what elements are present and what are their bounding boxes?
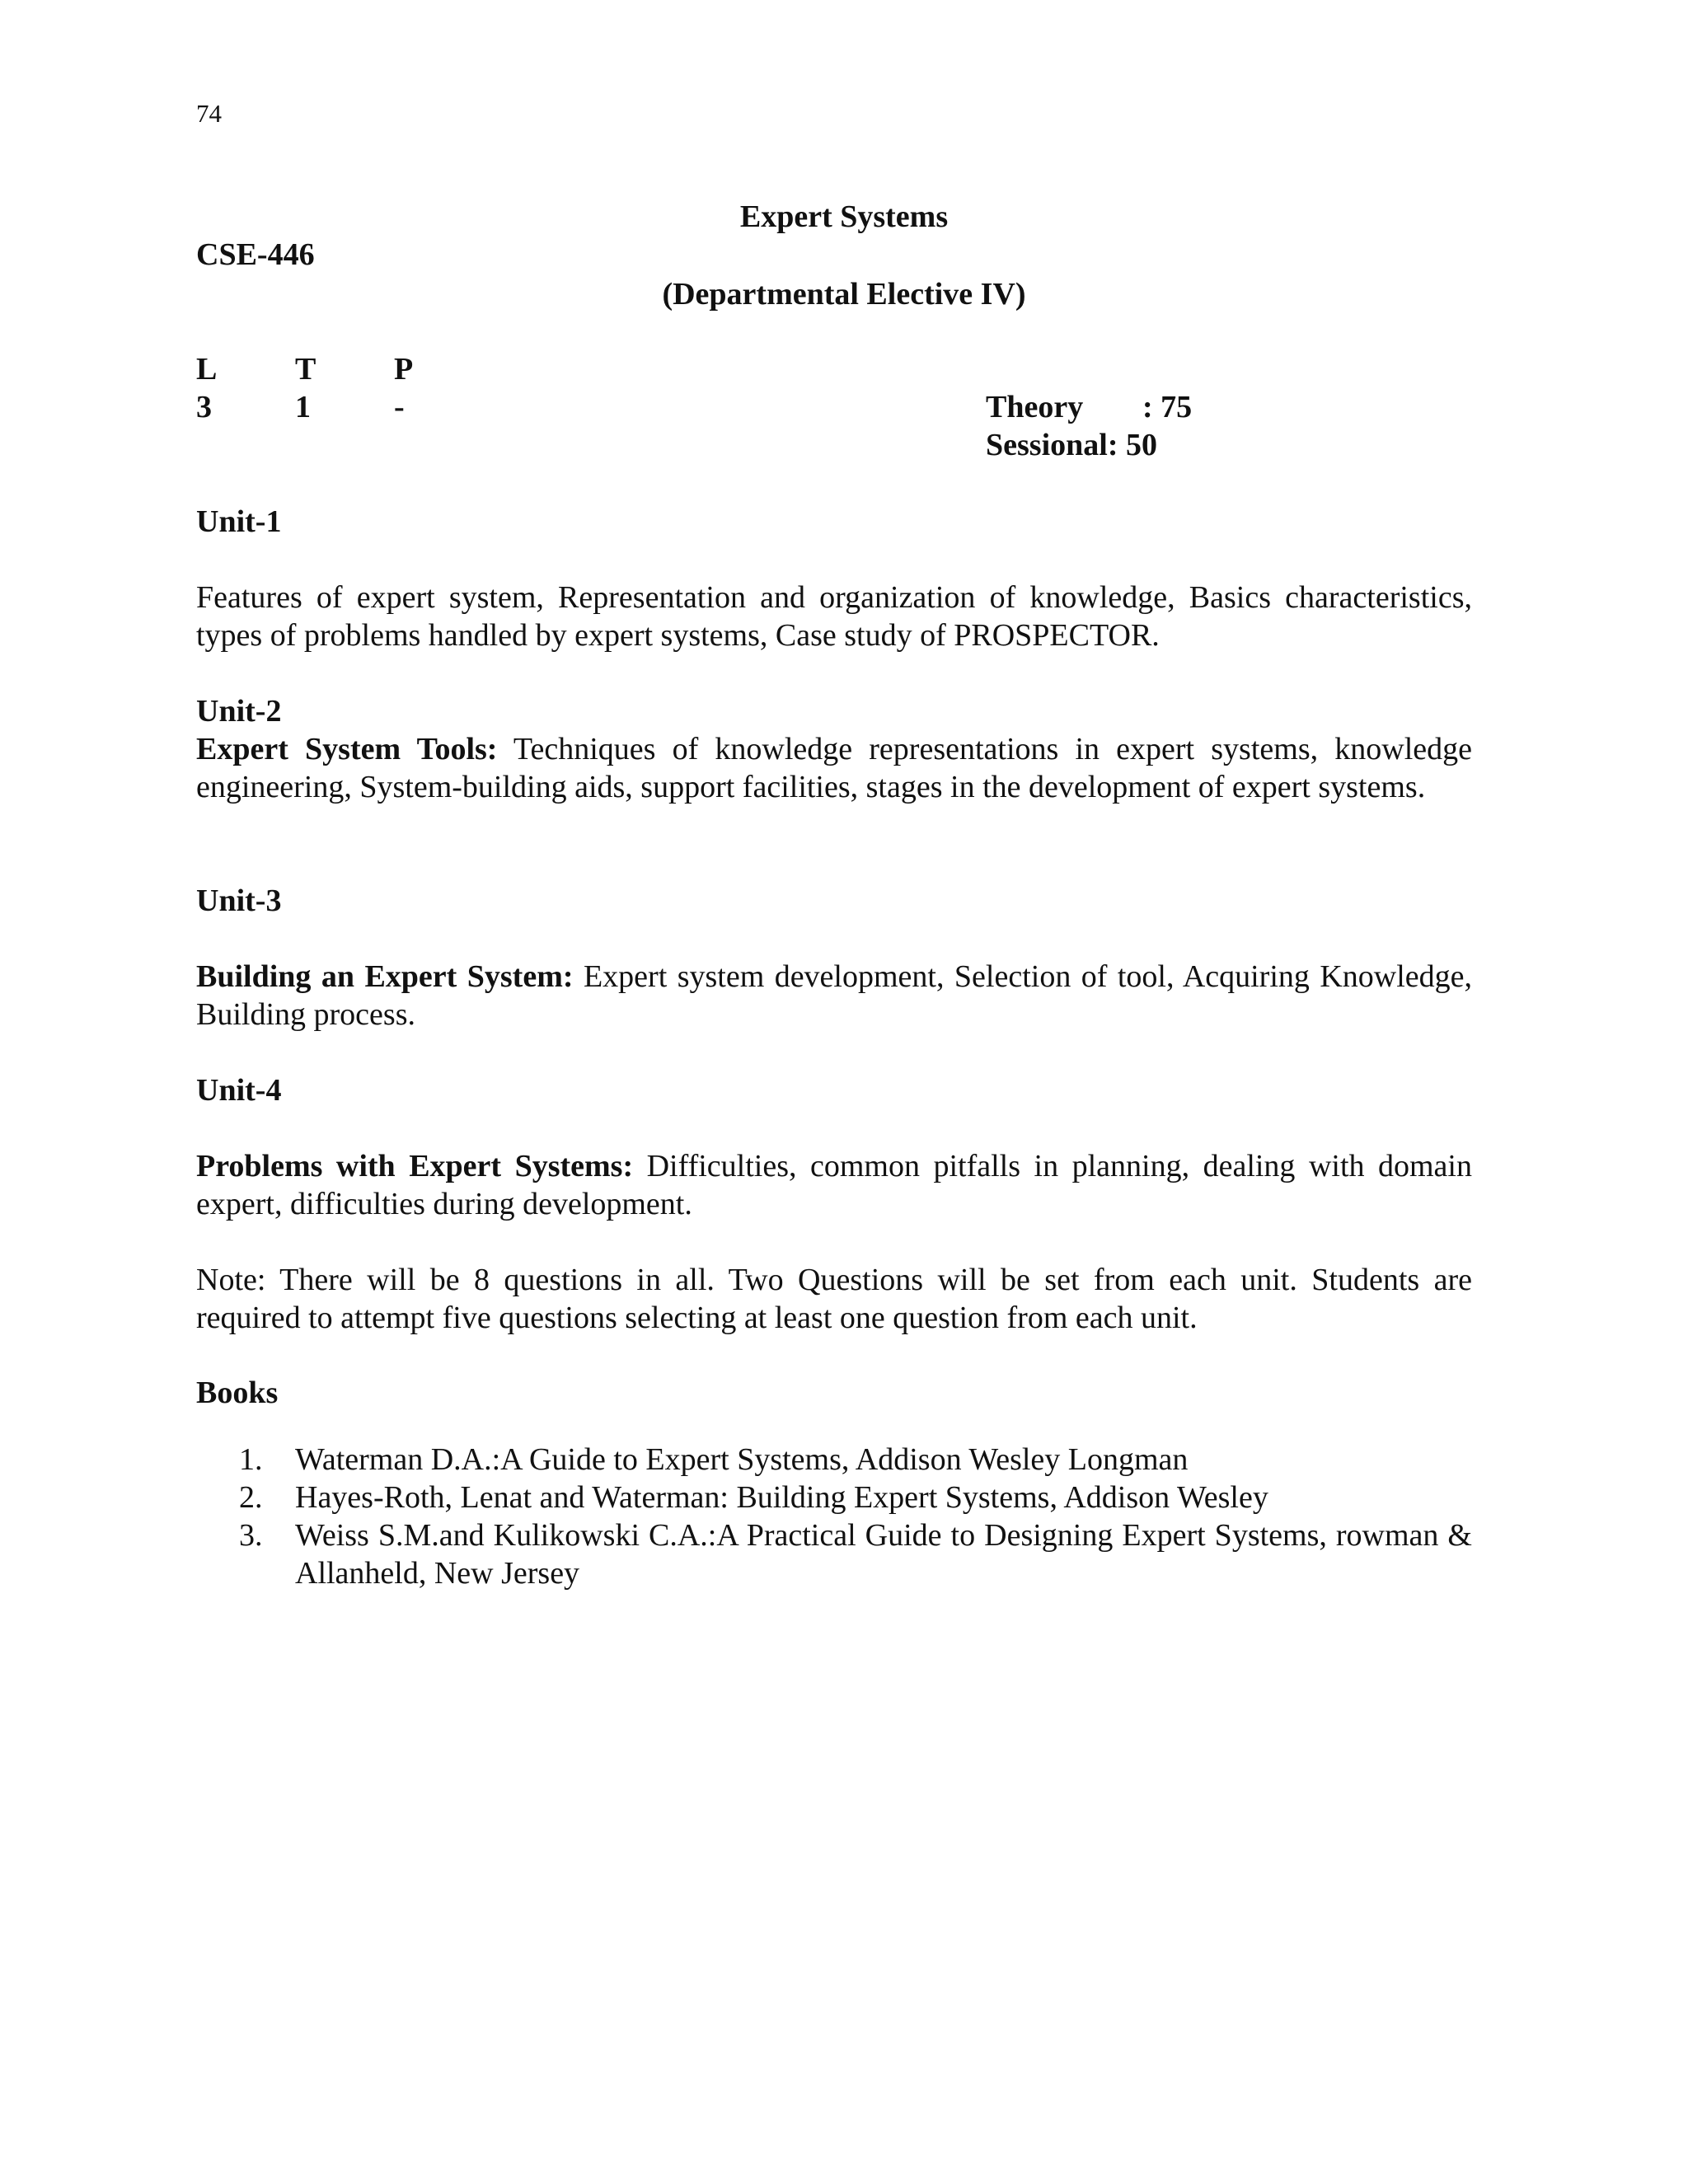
- ltp-header-row: [196, 350, 443, 388]
- sessional-value: 50: [1125, 428, 1157, 462]
- unit-4-lead: Problems with Expert Systems:: [196, 1149, 634, 1183]
- course-subtitle: (Departmental Elective IV): [662, 277, 1026, 312]
- unit-1-text: [196, 579, 1472, 654]
- ltp-header-p: P: [394, 352, 414, 387]
- book-text: Weiss S.M.and Kulikowski C.A.:A Practical Guide to Designing Expert Systems, rowman & Allanheld, New Jersey: [295, 1518, 1472, 1591]
- unit-1-body: Features of expert system, Representation and organization of knowledge, Basics characteristics, types of problems handled by expert systems, Case study of PROSPECTOR.: [196, 580, 1472, 653]
- book-text: Waterman D.A.:A Guide to Expert Systems, Addison Wesley Longman: [295, 1442, 1189, 1477]
- sessional-marks: [986, 426, 1192, 464]
- theory-marks: [986, 388, 1192, 426]
- ltp-header-l: L: [196, 352, 218, 387]
- book-item: [239, 1441, 1472, 1479]
- sessional-label: Sessional:: [986, 428, 1118, 462]
- ltp-value-p: -: [394, 390, 405, 424]
- unit-2-lead: Expert System Tools:: [196, 732, 498, 766]
- book-number: 2.: [239, 1480, 263, 1515]
- unit-2-body: Techniques of knowledge representations in expert systems, knowledge engineering, System-building aids, support facilities, stages in the development of expert systems.: [196, 732, 1472, 804]
- unit-4-heading: Unit-4: [196, 1073, 282, 1108]
- book-number: 1.: [239, 1442, 263, 1477]
- book-number: 3.: [239, 1518, 263, 1553]
- marks-block: [986, 388, 1192, 464]
- unit-2-text: [196, 730, 1472, 806]
- unit-1-heading: Unit-1: [196, 504, 282, 539]
- course-code: CSE-446: [196, 237, 315, 272]
- book-item: [239, 1516, 1472, 1592]
- book-text: Hayes-Roth, Lenat and Waterman: Building Expert Systems, Addison Wesley: [295, 1480, 1268, 1515]
- ltp-value-l: 3: [196, 390, 212, 424]
- ltp-table: [196, 350, 443, 426]
- exam-note: Note: There will be 8 questions in all. Two Questions will be set from each unit. Students are required to attempt five questions selecting at least one question from each unit.: [196, 1263, 1472, 1335]
- unit-3-text: [196, 958, 1472, 1033]
- unit-3-lead: Building an Expert System:: [196, 959, 574, 994]
- books-heading: Books: [196, 1376, 279, 1410]
- books-list: [239, 1441, 1472, 1592]
- ltp-header-t: T: [295, 352, 316, 387]
- unit-4-text: [196, 1147, 1472, 1223]
- ltp-value-row: [196, 388, 443, 426]
- book-item: [239, 1479, 1472, 1516]
- ltp-value-t: 1: [295, 390, 311, 424]
- unit-4-body: Difficulties, common pitfalls in planning, dealing with domain expert, difficulties during development.: [196, 1149, 1472, 1221]
- unit-2-heading: Unit-2: [196, 694, 282, 729]
- unit-3-body: Expert system development, Selection of tool, Acquiring Knowledge, Building process.: [196, 959, 1473, 1032]
- course-title: Expert Systems: [739, 199, 949, 234]
- unit-3-heading: Unit-3: [196, 883, 282, 918]
- theory-label: Theory: [986, 390, 1084, 424]
- page-number: 74: [196, 99, 222, 128]
- theory-value: : 75: [1142, 390, 1193, 424]
